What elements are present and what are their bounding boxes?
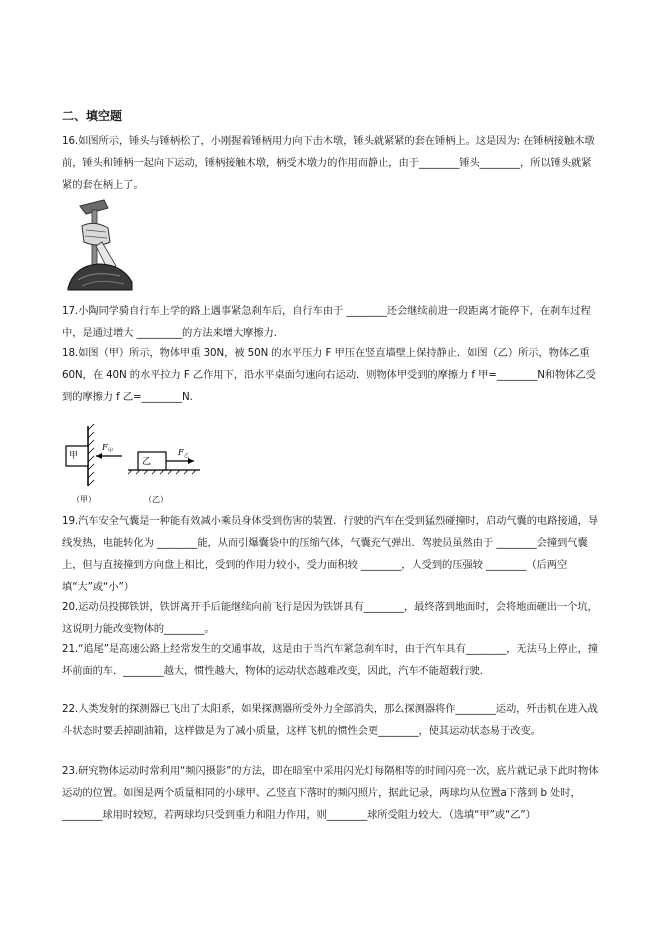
question-20: 20.运动员投掷铁饼，铁饼离开手后能继续向前飞行是因为铁饼具有________，最终落到地面时，会将地面砸出一个坑，这说明力能改变物体的________。 bbox=[62, 601, 598, 635]
force-jia-sub: 甲 bbox=[108, 448, 114, 454]
caption-yi: （乙） bbox=[144, 495, 168, 504]
question-23: 23.研究物体运动时常利用“频闪摄影”的方法，即在暗室中采用闪光灯每隔相等的时间闪亮一次，底片就记录下此时物体运动的位置。如图是两个质量相同的小球甲、乙竖直下落时的频闪照片，据此记录，两球均从位置a下落到 b 处时，________球用时较短，若两球均只受到重力和阻力作用，则________球所受阻力较大．（选填“甲”或“乙”） bbox=[62, 765, 599, 821]
question-16: 16.如图所示，锤头与锤柄松了，小刚握着锤柄用力向下击木墩，锤头就紧紧的套在锤柄上。这是因为: 在锤柄接触木墩前，锤头和锤柄一起向下运动，锤柄接触木墩，柄受木墩力的作用而静止，由于________锤头________，所以锤头就紧紧的套在柄上了。 bbox=[62, 135, 595, 191]
question-18: 18.如图（甲）所示，物体甲重 30N，被 50N 的水平压力 F 甲压在竖直墙壁上保持静止．如图（乙）所示，物体乙重 60N，在 40N 的水平拉力 F 乙作用下，沿水平桌面匀速向右运动．则物体甲受到的摩擦力 f 甲=________N和物体乙受到的摩擦力 f 乙=________N. bbox=[62, 347, 596, 403]
force-yi-label: F bbox=[178, 448, 184, 457]
force-yi-sub: 乙 bbox=[184, 453, 190, 459]
label-jia: 甲 bbox=[69, 451, 79, 461]
hammer-figure bbox=[64, 196, 136, 292]
caption-jia: （甲） bbox=[72, 495, 96, 504]
force-diagram bbox=[60, 424, 200, 506]
question-21: 21.“追尾”是高速公路上经常发生的交通事故，这是由于当汽车紧急刹车时，由于汽车具有________，无法马上停止，撞坏前面的车．________越大，惯性越大，物体的运动状态越难改变，因此，汽车不能超载行驶. bbox=[62, 643, 598, 677]
question-19: 19.汽车安全气囊是一种能有效减小乘员身体受到伤害的装置．行驶的汽车在受到猛烈碰撞时，启动气囊的电路接通，导线发热，电能转化为 ________能，从而引爆囊袋中的压缩气体，气囊充气弹出．驾驶员虽然由于 ________会撞到气囊上，但与直接撞到方向盘上相比，受到的作用力较小，受力面积较 ________，人受到的压强较 ________（后两空填“大”或“小”） bbox=[62, 515, 599, 593]
force-jia-label: F bbox=[102, 443, 108, 452]
question-17: 17.小陶同学骑自行车上学的路上遇事紧急刹车后，自行车由于 ________还会继续前进一段距离才能停下，在刹车过程中，是通过增大 _________的方法来增大摩擦力. bbox=[62, 305, 591, 339]
question-22: 22.人类发射的探测器已飞出了太阳系，如果探测器所受外力全部消失，那么探测器将作________运动，歼击机在进入战斗状态时要丢掉副油箱，这样做是为了减小质量，这样飞机的惯性会更________，使其运动状态易于改变。 bbox=[62, 703, 598, 737]
label-yi: 乙 bbox=[142, 457, 152, 467]
section-title: 二、填空题 bbox=[62, 109, 123, 123]
